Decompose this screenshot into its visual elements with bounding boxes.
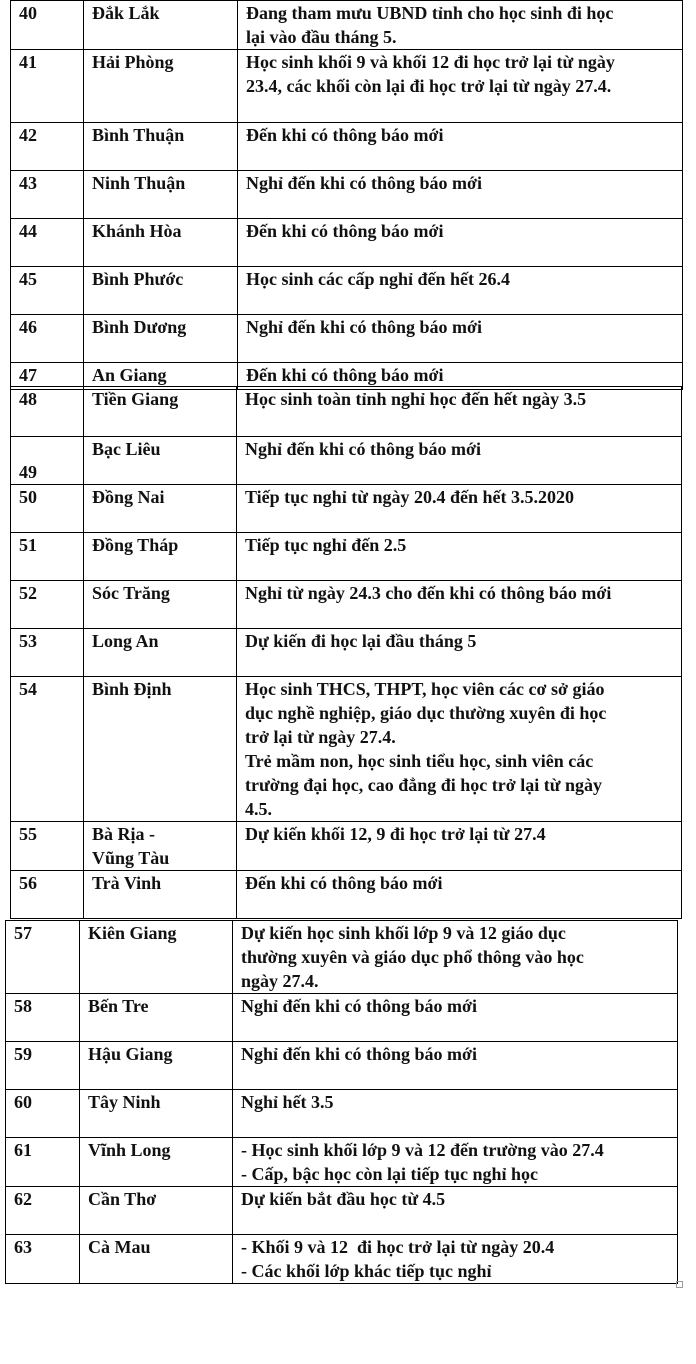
row-number: 42: [11, 123, 84, 171]
province-name: Vĩnh Long: [80, 1138, 233, 1187]
note-line: - Khối 9 và 12 đi học trở lại từ ngày 20.4: [241, 1237, 555, 1257]
province-name: Bình Phước: [84, 267, 238, 315]
row-number: 58: [6, 994, 80, 1042]
row-number: 50: [11, 485, 84, 533]
schedule-note: [233, 1235, 678, 1284]
note-line: Nghỉ hết 3.5: [241, 1092, 334, 1112]
province-name: Tây Ninh: [80, 1090, 233, 1138]
note-line: Dự kiến học sinh khối lớp 9 và 12 giáo dục: [241, 923, 566, 943]
note-line: 23.4, các khối còn lại đi học trở lại từ ngày 27.4.: [246, 76, 612, 96]
schedule-note: [238, 1, 683, 50]
schedule-table-3: [5, 920, 678, 1284]
row-number: 55: [11, 822, 84, 871]
table-row: [6, 1042, 678, 1090]
row-number: 46: [11, 315, 84, 363]
row-number: 59: [6, 1042, 80, 1090]
note-line: Dự kiến đi học lại đầu tháng 5: [245, 631, 477, 651]
province-name: Bà Rịa - Vũng Tàu: [84, 822, 237, 871]
schedule-note: [238, 267, 683, 315]
schedule-note: [233, 921, 678, 994]
note-line: dục nghề nghiệp, giáo dục thường xuyên đi học: [245, 703, 607, 723]
schedule-note: [237, 822, 682, 871]
table-end-marker: [676, 1281, 683, 1288]
province-name: Bến Tre: [80, 994, 233, 1042]
province-name: An Giang: [84, 363, 238, 390]
note-line: lại vào đầu tháng 5.: [246, 27, 397, 47]
province-name: Tiền Giang: [84, 387, 237, 437]
note-line: Trẻ mầm non, học sinh tiểu học, sinh viên các: [245, 751, 594, 771]
schedule-note: [238, 315, 683, 363]
row-number: 61: [6, 1138, 80, 1187]
note-line: trường đại học, cao đẳng đi học trở lại từ ngày: [245, 775, 603, 795]
table-row: [11, 171, 683, 219]
note-line: thường xuyên và giáo dục phổ thông vào học: [241, 947, 584, 967]
province-name: Bạc Liêu: [84, 437, 237, 485]
note-line: Học sinh toàn tỉnh nghỉ học đến hết ngày 3.5: [245, 389, 587, 409]
row-number: 54: [11, 677, 84, 822]
province-name: Đắk Lắk: [84, 1, 238, 50]
schedule-note: [233, 1187, 678, 1235]
table-row: [11, 485, 682, 533]
note-line: Đến khi có thông báo mới: [245, 873, 443, 893]
province-name: Long An: [84, 629, 237, 677]
note-line: - Các khối lớp khác tiếp tục nghỉ: [241, 1261, 492, 1281]
row-number: 48: [11, 387, 84, 437]
table-row: [11, 387, 682, 437]
row-number: 52: [11, 581, 84, 629]
province-name: Hậu Giang: [80, 1042, 233, 1090]
note-line: Đến khi có thông báo mới: [246, 125, 444, 145]
schedule-note: [233, 994, 678, 1042]
note-line: Học sinh khối 9 và khối 12 đi học trở lại từ ngày: [246, 52, 615, 72]
province-name: Sóc Trăng: [84, 581, 237, 629]
table-row: [11, 1, 683, 50]
province-name: Hải Phòng: [84, 50, 238, 123]
note-line: Học sinh THCS, THPT, học viên các cơ sở giáo: [245, 679, 605, 699]
table-row: [11, 581, 682, 629]
row-number: 57: [6, 921, 80, 994]
province-name: Bình Dương: [84, 315, 238, 363]
note-line: ngày 27.4.: [241, 971, 319, 991]
row-number: 56: [11, 871, 84, 919]
schedule-note: [237, 629, 682, 677]
row-number: 41: [11, 50, 84, 123]
schedule-note: [238, 171, 683, 219]
province-name: Cần Thơ: [80, 1187, 233, 1235]
note-line: Tiếp tục nghỉ từ ngày 20.4 đến hết 3.5.2020: [245, 487, 575, 507]
province-name: Ninh Thuận: [84, 171, 238, 219]
table-row: [11, 123, 683, 171]
table-row: [6, 1187, 678, 1235]
table-row: [6, 1138, 678, 1187]
note-line: Đến khi có thông báo mới: [246, 365, 444, 385]
province-name: Đồng Tháp: [84, 533, 237, 581]
table-row: [11, 629, 682, 677]
table-row: [6, 921, 678, 994]
table-row: [11, 219, 683, 267]
note-line: Nghỉ đến khi có thông báo mới: [241, 1044, 478, 1064]
province-name: Cà Mau: [80, 1235, 233, 1284]
schedule-note: [233, 1090, 678, 1138]
note-line: Đến khi có thông báo mới: [246, 221, 444, 241]
note-line: - Học sinh khối lớp 9 và 12 đến trường vào 27.4: [241, 1140, 604, 1160]
note-line: Nghỉ đến khi có thông báo mới: [245, 439, 482, 459]
schedule-note: [238, 219, 683, 267]
table-row: [11, 533, 682, 581]
province-name: Bình Thuận: [84, 123, 238, 171]
note-line: Nghỉ từ ngày 24.3 cho đến khi có thông báo mới: [245, 583, 612, 603]
table-row: [6, 1090, 678, 1138]
note-line: trở lại từ ngày 27.4.: [245, 727, 396, 747]
note-line: 4.5.: [245, 799, 272, 819]
province-name: Kiên Giang: [80, 921, 233, 994]
row-number: 49: [11, 437, 84, 485]
province-name: Khánh Hòa: [84, 219, 238, 267]
row-number: 60: [6, 1090, 80, 1138]
note-line: Dự kiến bắt đầu học từ 4.5: [241, 1189, 446, 1209]
schedule-note: [237, 485, 682, 533]
row-number: 47: [11, 363, 84, 390]
row-number: 43: [11, 171, 84, 219]
schedule-table-2: [10, 386, 682, 919]
table-row: [11, 822, 682, 871]
table-row: [11, 315, 683, 363]
schedule-note: [233, 1042, 678, 1090]
table-row: [11, 437, 682, 485]
note-line: Nghỉ đến khi có thông báo mới: [246, 173, 483, 193]
province-name: Đồng Nai: [84, 485, 237, 533]
table-row: [6, 994, 678, 1042]
schedule-note: [238, 50, 683, 123]
note-line: - Cấp, bậc học còn lại tiếp tục nghỉ học: [241, 1164, 539, 1184]
schedule-note: [237, 581, 682, 629]
note-line: Học sinh các cấp nghỉ đến hết 26.4: [246, 269, 511, 289]
schedule-table-1: [10, 0, 683, 390]
schedule-note: [237, 437, 682, 485]
table-row: [11, 267, 683, 315]
table-row: [6, 1235, 678, 1284]
row-number: 44: [11, 219, 84, 267]
note-line: Dự kiến khối 12, 9 đi học trở lại từ 27.4: [245, 824, 546, 844]
schedule-note: [238, 123, 683, 171]
row-number: 45: [11, 267, 84, 315]
schedule-note: [237, 533, 682, 581]
schedule-note: [237, 387, 682, 437]
table-row: [11, 677, 682, 822]
schedule-note: [233, 1138, 678, 1187]
province-name: Trà Vinh: [84, 871, 237, 919]
province-name: Bình Định: [84, 677, 237, 822]
row-number: 62: [6, 1187, 80, 1235]
row-number: 63: [6, 1235, 80, 1284]
note-line: Nghỉ đến khi có thông báo mới: [241, 996, 478, 1016]
table-row: [11, 871, 682, 919]
table-row: [11, 50, 683, 123]
row-number: 40: [11, 1, 84, 50]
schedule-note: [237, 677, 682, 822]
row-number: 51: [11, 533, 84, 581]
note-line: Tiếp tục nghỉ đến 2.5: [245, 535, 407, 555]
note-line: Nghỉ đến khi có thông báo mới: [246, 317, 483, 337]
row-number: 53: [11, 629, 84, 677]
note-line: Đang tham mưu UBND tỉnh cho học sinh đi học: [246, 3, 614, 23]
schedule-note: [237, 871, 682, 919]
